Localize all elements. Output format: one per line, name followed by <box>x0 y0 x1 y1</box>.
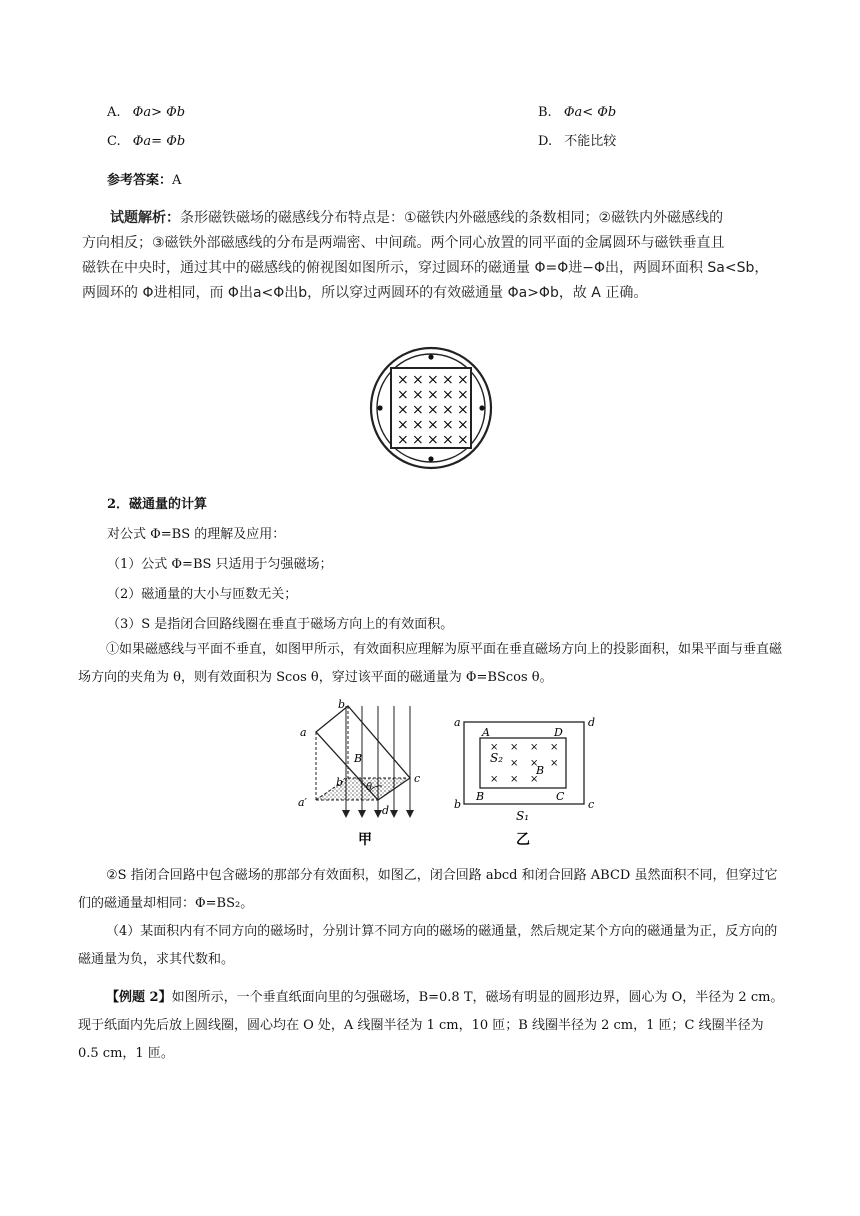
field-cross: × <box>397 402 409 418</box>
label-theta: θ <box>366 782 373 793</box>
yi-label-C: C <box>556 790 565 803</box>
field-cross: × <box>427 387 439 403</box>
field-cross: × <box>412 402 424 418</box>
field-cross: × <box>510 758 519 769</box>
field-cross: × <box>412 432 424 448</box>
option-d-expr: 不能比较 <box>564 134 617 149</box>
yi-label-B: B <box>476 790 485 803</box>
label-B: B <box>354 752 363 765</box>
field-cross: × <box>442 432 454 448</box>
analysis-line-1: 条形磁铁磁场的磁感线分布特点是：①磁铁内外磁感线的条数相同；②磁铁内外磁感线的 <box>180 210 724 226</box>
section-2-point-2: ②S 指闭合回路中包含磁场的那部分有效面积，如图乙，闭合回路 abcd 和闭合回路 ABCD 虽然面积不同，但穿过它们的磁通量却相同：Φ=BS₂。 <box>78 868 778 911</box>
section-2-point-1: ①如果磁感线与平面不垂直，如图甲所示，有效面积应理解为原平面在垂直磁场方向上的投影面积，如果平面与垂直磁场方向的夹角为 θ，则有效面积为 Scos θ，穿过该平面的磁通量为 Φ=BScos θ。 <box>78 642 783 685</box>
field-cross: × <box>550 742 559 753</box>
section-2-item-4: （4）某面积内有不同方向的磁场时，分别计算不同方向的磁场的磁通量，然后规定某个方向的磁通量为正，反方向的磁通量为负，求其代数和。 <box>78 924 778 967</box>
dot-bottom <box>428 456 433 461</box>
field-cross: × <box>427 417 439 433</box>
section-2-title: 2．磁通量的计算 <box>107 497 208 512</box>
figure-yi <box>450 712 600 848</box>
caption-yi: 乙 <box>516 832 530 848</box>
yi-label-Bfield: B <box>536 764 545 777</box>
field-cross: × <box>442 402 454 418</box>
option-d <box>538 133 616 151</box>
option-c <box>107 133 185 151</box>
field-cross: × <box>510 742 519 753</box>
answer-label: 参考答案： <box>107 173 173 188</box>
yi-label-S2: S₂ <box>490 751 504 765</box>
section-2-item-2: （2）磁通量的大小与匝数无关； <box>107 587 298 602</box>
field-cross: × <box>397 372 409 388</box>
field-arrowheads <box>342 810 414 818</box>
field-cross: × <box>397 432 409 448</box>
label-a-prime: a′ <box>298 796 308 809</box>
field-cross: × <box>457 402 469 418</box>
field-cross: × <box>457 432 469 448</box>
label-c: c <box>414 772 421 785</box>
option-c-expr: Φa= Φb <box>132 134 186 149</box>
field-cross: × <box>530 774 539 785</box>
yi-label-D: D <box>554 726 563 739</box>
field-cross: × <box>490 774 499 785</box>
field-cross: × <box>427 432 439 448</box>
dot-right <box>479 405 484 410</box>
option-b-label: B. <box>538 105 552 120</box>
field-cross: × <box>427 372 439 388</box>
label-b-prime: b′ <box>336 776 346 789</box>
figure-jia <box>296 698 436 848</box>
field-cross: × <box>490 742 499 753</box>
dot-top <box>428 354 433 359</box>
field-cross: × <box>550 758 559 769</box>
field-cross: × <box>397 417 409 433</box>
field-cross: × <box>457 417 469 433</box>
answer-value: A <box>172 173 182 188</box>
yi-label-A: A <box>482 726 490 739</box>
analysis-line-2: 方向相反；③磁铁外部磁感线的分布是两端密、中间疏。两个同心放置的同平面的金属圆环与磁铁垂直且 <box>82 235 725 251</box>
field-cross: × <box>442 417 454 433</box>
label-b: b <box>338 698 346 711</box>
field-cross: × <box>530 758 539 769</box>
example-2 <box>78 984 786 1068</box>
field-cross: × <box>442 387 454 403</box>
option-d-label: D. <box>538 134 553 149</box>
option-a-expr: Φa> Φb <box>132 105 186 120</box>
option-b-expr: Φa< Φb <box>563 105 617 120</box>
field-cross: × <box>530 742 539 753</box>
section-2-item-1: （1）公式 Φ=BS 只适用于匀强磁场； <box>107 557 333 572</box>
cross-grid <box>397 372 469 448</box>
label-d: d <box>382 804 390 817</box>
example-2-label: 【例题 2】 <box>106 990 172 1005</box>
field-cross: × <box>427 402 439 418</box>
yi-label-c: c <box>588 798 595 811</box>
yi-label-S1: S₁ <box>516 809 530 823</box>
answer <box>107 172 181 190</box>
yi-label-b: b <box>454 798 462 811</box>
label-a: a <box>300 726 307 739</box>
section-2-intro: 对公式 Φ=BS 的理解及应用： <box>107 527 286 542</box>
example-2-text: 如图所示，一个垂直纸面向里的匀强磁场，B=0.8 T，磁场有明显的圆形边界，圆心为 O，半径为 2 cm。现于纸面内先后放上圆线圈，圆心均在 O 处，A 线圈半径为 1 cm，10 匝；B 线圈半径为 2 cm，1 匝；C 线圈半径为 0.5 cm，1 匝。 <box>78 990 784 1061</box>
analysis-line-3: 磁铁在中央时，通过其中的磁感线的俯视图如图所示，穿过圆环的磁通量 Φ=Φ进−Φ出，两圆环面积 Sa<Sb， <box>82 260 769 276</box>
section-2-item-3: （3）S 是指闭合回路线圈在垂直于磁场方向上的有效面积。 <box>107 617 454 632</box>
analysis-block <box>82 206 802 306</box>
option-a-label: A. <box>107 105 121 120</box>
caption-jia: 甲 <box>358 832 372 848</box>
field-cross: × <box>457 372 469 388</box>
field-cross: × <box>397 387 409 403</box>
option-b <box>538 104 616 122</box>
yi-label-a: a <box>454 716 461 729</box>
analysis-label: 试题解析： <box>110 210 180 226</box>
option-c-label: C. <box>107 134 121 149</box>
dot-left <box>377 405 382 410</box>
field-cross: × <box>442 372 454 388</box>
magnet-top-view-figure <box>367 344 495 472</box>
yi-label-d: d <box>588 716 596 729</box>
field-cross: × <box>412 417 424 433</box>
field-cross: × <box>412 372 424 388</box>
field-cross: × <box>510 774 519 785</box>
analysis-line-4: 两圆环的 Φ进相同，而 Φ出a<Φ出b，所以穿过两圆环的有效磁通量 Φa>Φb，故 A 正确。 <box>82 285 648 301</box>
field-cross: × <box>457 387 469 403</box>
field-cross: × <box>412 387 424 403</box>
option-a <box>107 104 185 122</box>
